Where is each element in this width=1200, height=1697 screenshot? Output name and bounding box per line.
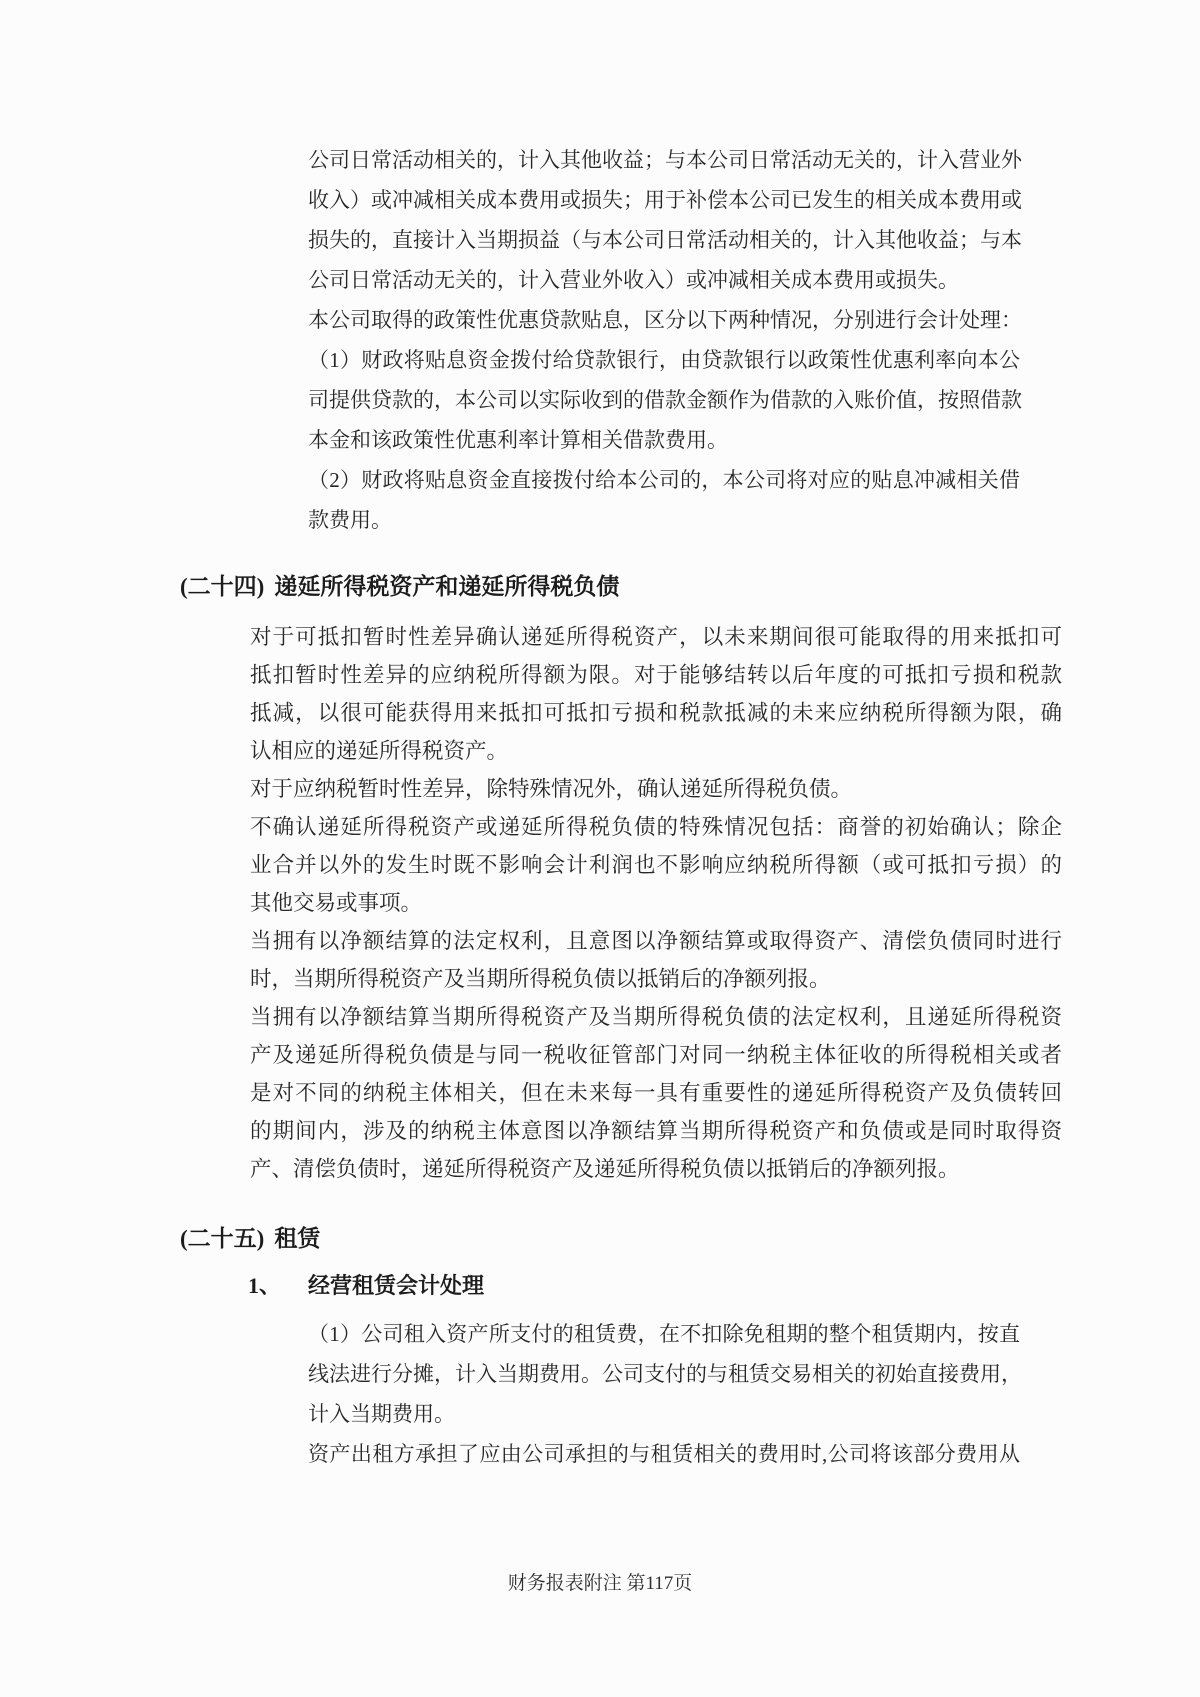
subsection-title: 经营租赁会计处理: [308, 1273, 485, 1298]
text-line: 业合并以外的发生时既不影响会计利润也不影响应纳税所得额（或可抵扣亏损）的: [250, 853, 1062, 877]
text-line: 计入当期费用。: [308, 1402, 455, 1426]
text-line: （1）财政将贴息资金拨付给贷款银行，由贷款银行以政策性优惠利率向本公: [308, 348, 1020, 372]
text-line: 时，当期所得税资产及当期所得税负债以抵销后的净额列报。: [250, 967, 831, 991]
page-footer: 财务报表附注 第117页: [507, 1573, 693, 1594]
text-line: 认相应的递延所得税资产。: [250, 739, 509, 763]
section-25-body: [308, 1314, 1020, 1474]
text-line: 当拥有以净额结算的法定权利，且意图以净额结算或取得资产、清偿负债同时进行: [250, 929, 1062, 953]
text-line: 产及递延所得税负债是与同一税收征管部门对同一纳税主体征收的所得税相关或者: [250, 1043, 1062, 1067]
section-24-body: [250, 618, 1062, 1188]
section-title: 递延所得税资产和递延所得税负债: [274, 574, 620, 599]
text-line: 对于可抵扣暂时性差异确认递延所得税资产，以未来期间很可能取得的用来抵扣可: [250, 625, 1062, 649]
text-line: 公司日常活动相关的，计入其他收益；与本公司日常活动无关的，计入营业外: [308, 148, 1022, 172]
text-line: 其他交易或事项。: [250, 891, 423, 915]
text-line: 对于应纳税暂时性差异，除特殊情况外，确认递延所得税负债。: [250, 777, 853, 801]
section-title: 租赁: [274, 1226, 321, 1251]
text-line: 线法进行分摊，计入当期费用。公司支付的与租赁交易相关的初始直接费用，: [308, 1362, 1022, 1386]
intro-paragraphs: [308, 0, 1020, 540]
section-heading-24: [180, 572, 1200, 602]
text-line: 收入）或冲减相关成本费用或损失；用于补偿本公司已发生的相关成本费用或: [308, 188, 1022, 212]
section-number: (二十五): [180, 1226, 265, 1251]
text-line: （2）财政将贴息资金直接拨付给本公司的，本公司将对应的贴息冲减相关借: [308, 468, 1020, 492]
text-line: 司提供贷款的，本公司以实际收到的借款金额作为借款的入账价值，按照借款: [308, 388, 1022, 412]
text-line: 抵减，以很可能获得用来抵扣可抵扣亏损和税款抵减的未来应纳税所得额为限，确: [250, 701, 1062, 725]
text-line: 资产出租方承担了应由公司承担的与租赁相关的费用时,公司将该部分费用从: [308, 1442, 1020, 1466]
section-number: (二十四): [180, 574, 265, 599]
subsection-number: 1、: [248, 1273, 282, 1298]
text-line: 损失的，直接计入当期损益（与本公司日常活动相关的，计入其他收益；与本: [308, 228, 1022, 252]
text-line: 抵扣暂时性差异的应纳税所得额为限。对于能够结转以后年度的可抵扣亏损和税款: [250, 663, 1062, 687]
text-line: 不确认递延所得税资产或递延所得税负债的特殊情况包括：商誉的初始确认；除企: [250, 815, 1062, 839]
text-line: 公司日常活动无关的，计入营业外收入）或冲减相关成本费用或损失。: [308, 268, 959, 292]
text-line: 的期间内，涉及的纳税主体意图以净额结算当期所得税资产和负债或是同时取得资: [250, 1119, 1062, 1143]
text-line: （1）公司租入资产所支付的租赁费，在不扣除免租期的整个租赁期内，按直: [308, 1322, 1020, 1346]
section-heading-25: [180, 1224, 1200, 1254]
text-line: 本金和该政策性优惠利率计算相关借款费用。: [308, 428, 728, 452]
text-line: 本公司取得的政策性优惠贷款贴息，区分以下两种情况，分别进行会计处理：: [308, 308, 1022, 332]
subsection-heading: [248, 1272, 1200, 1300]
text-line: 是对不同的纳税主体相关，但在未来每一具有重要性的递延所得税资产及负债转回: [250, 1081, 1062, 1105]
text-line: 款费用。: [308, 508, 392, 532]
text-line: 当拥有以净额结算当期所得税资产及当期所得税负债的法定权利，且递延所得税资: [250, 1005, 1062, 1029]
text-line: 产、清偿负债时，递延所得税资产及递延所得税负债以抵销后的净额列报。: [250, 1157, 960, 1181]
